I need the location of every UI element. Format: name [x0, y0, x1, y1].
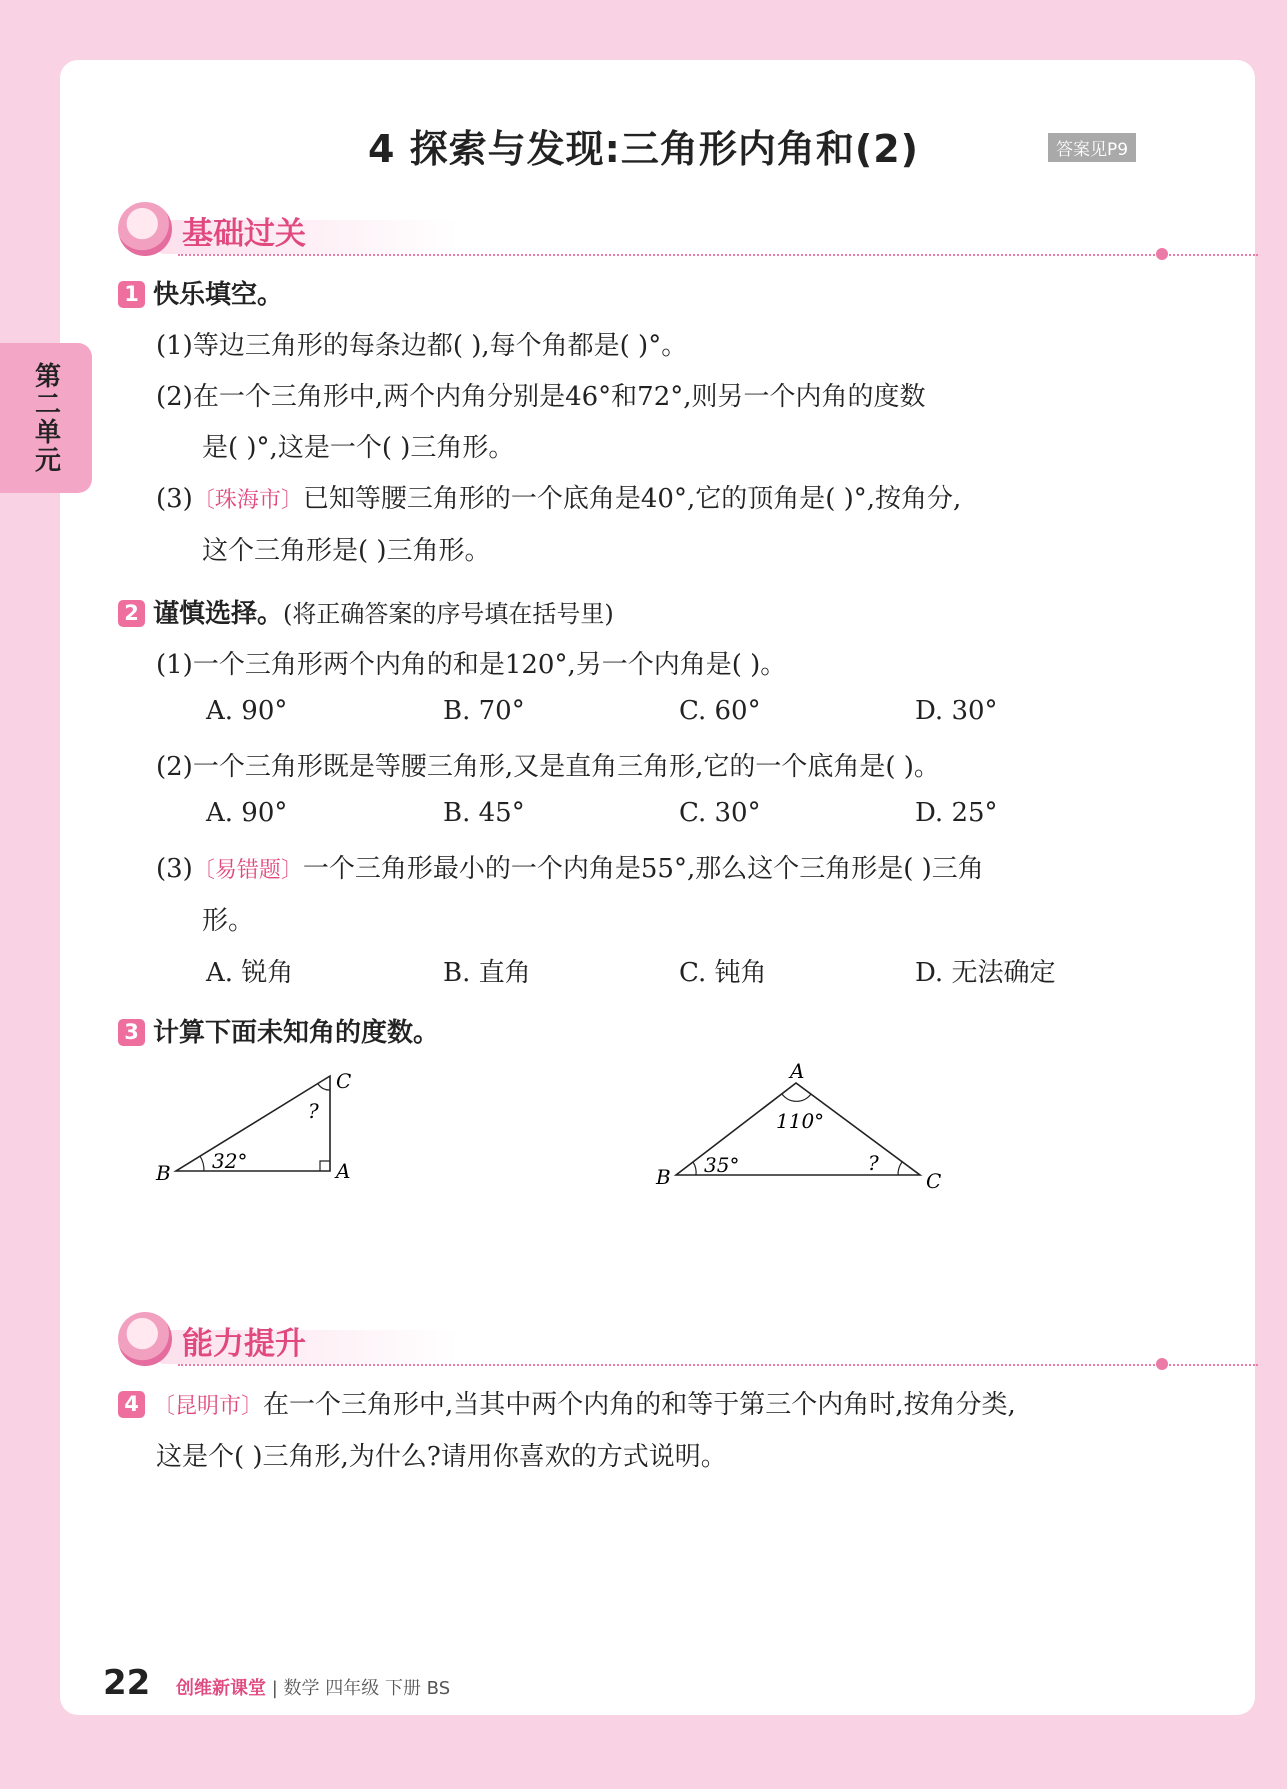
source-tag: 〔珠海市〕	[192, 488, 303, 513]
unit-tab-label: 第二单元	[30, 362, 61, 474]
q1-line-4-prefix: (3)	[156, 484, 193, 514]
mascot-icon	[118, 202, 172, 256]
vertex-label-b: B	[156, 1161, 171, 1185]
question-2-heading	[118, 593, 614, 630]
angle-arc-a	[782, 1094, 811, 1101]
divider-end-dot	[1156, 1358, 1168, 1370]
source-tag: 〔易错题〕	[192, 858, 303, 883]
option-a: A. 90°	[206, 798, 288, 828]
section-header-basic	[118, 202, 1158, 262]
answer-reference: 答案见P9	[1048, 133, 1136, 162]
unknown-angle: ?	[868, 1151, 879, 1175]
option-d: D. 无法确定	[915, 958, 1056, 988]
right-angle-mark	[320, 1161, 330, 1171]
q4-line-1: 在一个三角形中,当其中两个内角的和等于第三个内角时,按角分类,	[263, 1390, 1016, 1420]
option-a: A. 锐角	[206, 958, 294, 988]
vertex-label-c: C	[926, 1169, 942, 1193]
q2-sub-2: (2)一个三角形既是等腰三角形,又是直角三角形,它的一个底角是( )。	[156, 752, 940, 782]
q2-sub-1: (1)一个三角形两个内角的和是120°,另一个内角是( )。	[156, 650, 787, 680]
angle-arc-c	[318, 1084, 330, 1090]
section-title: 基础过关	[182, 216, 306, 252]
option-a: A. 90°	[206, 696, 288, 726]
q2-sub-3-continued: 形。	[202, 906, 255, 936]
question-number: 2	[118, 600, 145, 627]
option-c: C. 30°	[679, 798, 761, 828]
dotted-divider	[178, 1364, 1258, 1366]
q2-sub-3	[156, 848, 984, 885]
unit-tab	[0, 343, 92, 493]
dotted-divider	[178, 254, 1258, 256]
angle-label-top: 110°	[776, 1109, 825, 1133]
angle-label: 32°	[212, 1149, 248, 1173]
option-b: B. 70°	[443, 696, 525, 726]
option-c: C. 钝角	[679, 958, 767, 988]
vertex-label-a: A	[336, 1159, 351, 1183]
obtuse-triangle-figure	[648, 1060, 948, 1195]
q2-sub-3-prefix: (3)	[156, 854, 193, 884]
page-title: 4 探索与发现:三角形内角和(2)	[367, 127, 920, 171]
section-header-advanced	[118, 1312, 1158, 1372]
question-3-title: 计算下面未知角的度数。	[153, 1018, 440, 1048]
triangle-outline	[176, 1076, 330, 1171]
vertex-label-c: C	[336, 1069, 352, 1093]
divider-end-dot	[1156, 248, 1168, 260]
divider: |	[266, 1678, 284, 1699]
q1-line-1: (1)等边三角形的每条边都( ),每个角都是( )°。	[156, 331, 688, 361]
q4-line-2: 这是个( )三角形,为什么?请用你喜欢的方式说明。	[156, 1442, 727, 1472]
angle-label-left: 35°	[704, 1153, 740, 1177]
unknown-angle: ?	[308, 1099, 319, 1123]
angle-arc-c	[898, 1162, 902, 1175]
question-2-title: 谨慎选择。	[153, 599, 284, 629]
book-details: 数学 四年级 下册 BS	[283, 1678, 451, 1699]
page-number: 22	[103, 1663, 151, 1703]
q1-line-5: 这个三角形是( )三角形。	[202, 536, 491, 566]
section-title: 能力提升	[182, 1326, 306, 1362]
vertex-label-b: B	[656, 1165, 671, 1189]
mascot-icon	[118, 1312, 172, 1366]
option-c: C. 60°	[679, 696, 761, 726]
q1-line-4-text: 已知等腰三角形的一个底角是40°,它的顶角是( )°,按角分,	[302, 484, 962, 514]
option-b: B. 45°	[443, 798, 525, 828]
question-1-title: 快乐填空。	[153, 280, 284, 310]
source-tag: 〔昆明市〕	[153, 1394, 264, 1419]
question-2-note: (将正确答案的序号填在括号里)	[283, 600, 614, 628]
q1-line-2: (2)在一个三角形中,两个内角分别是46°和72°,则另一个内角的度数	[156, 382, 926, 412]
question-number: 1	[118, 281, 145, 308]
q1-line-4	[156, 478, 961, 515]
right-triangle-figure	[150, 1060, 380, 1195]
q2-sub-3-text: 一个三角形最小的一个内角是55°,那么这个三角形是( )三角	[302, 854, 984, 884]
option-d: D. 25°	[915, 798, 998, 828]
option-d: D. 30°	[915, 696, 998, 726]
book-name: 创维新课堂	[176, 1678, 266, 1699]
angle-arc-b	[693, 1162, 696, 1175]
question-1-heading	[118, 274, 283, 311]
question-4	[118, 1384, 1016, 1421]
question-3-heading	[118, 1012, 439, 1049]
option-b: B. 直角	[443, 958, 531, 988]
q1-line-3: 是( )°,这是一个( )三角形。	[202, 433, 515, 463]
footer-book-info	[176, 1674, 450, 1700]
question-number: 4	[118, 1391, 145, 1418]
question-number: 3	[118, 1019, 145, 1046]
vertex-label-a: A	[790, 1060, 805, 1083]
angle-arc-b	[200, 1156, 204, 1171]
